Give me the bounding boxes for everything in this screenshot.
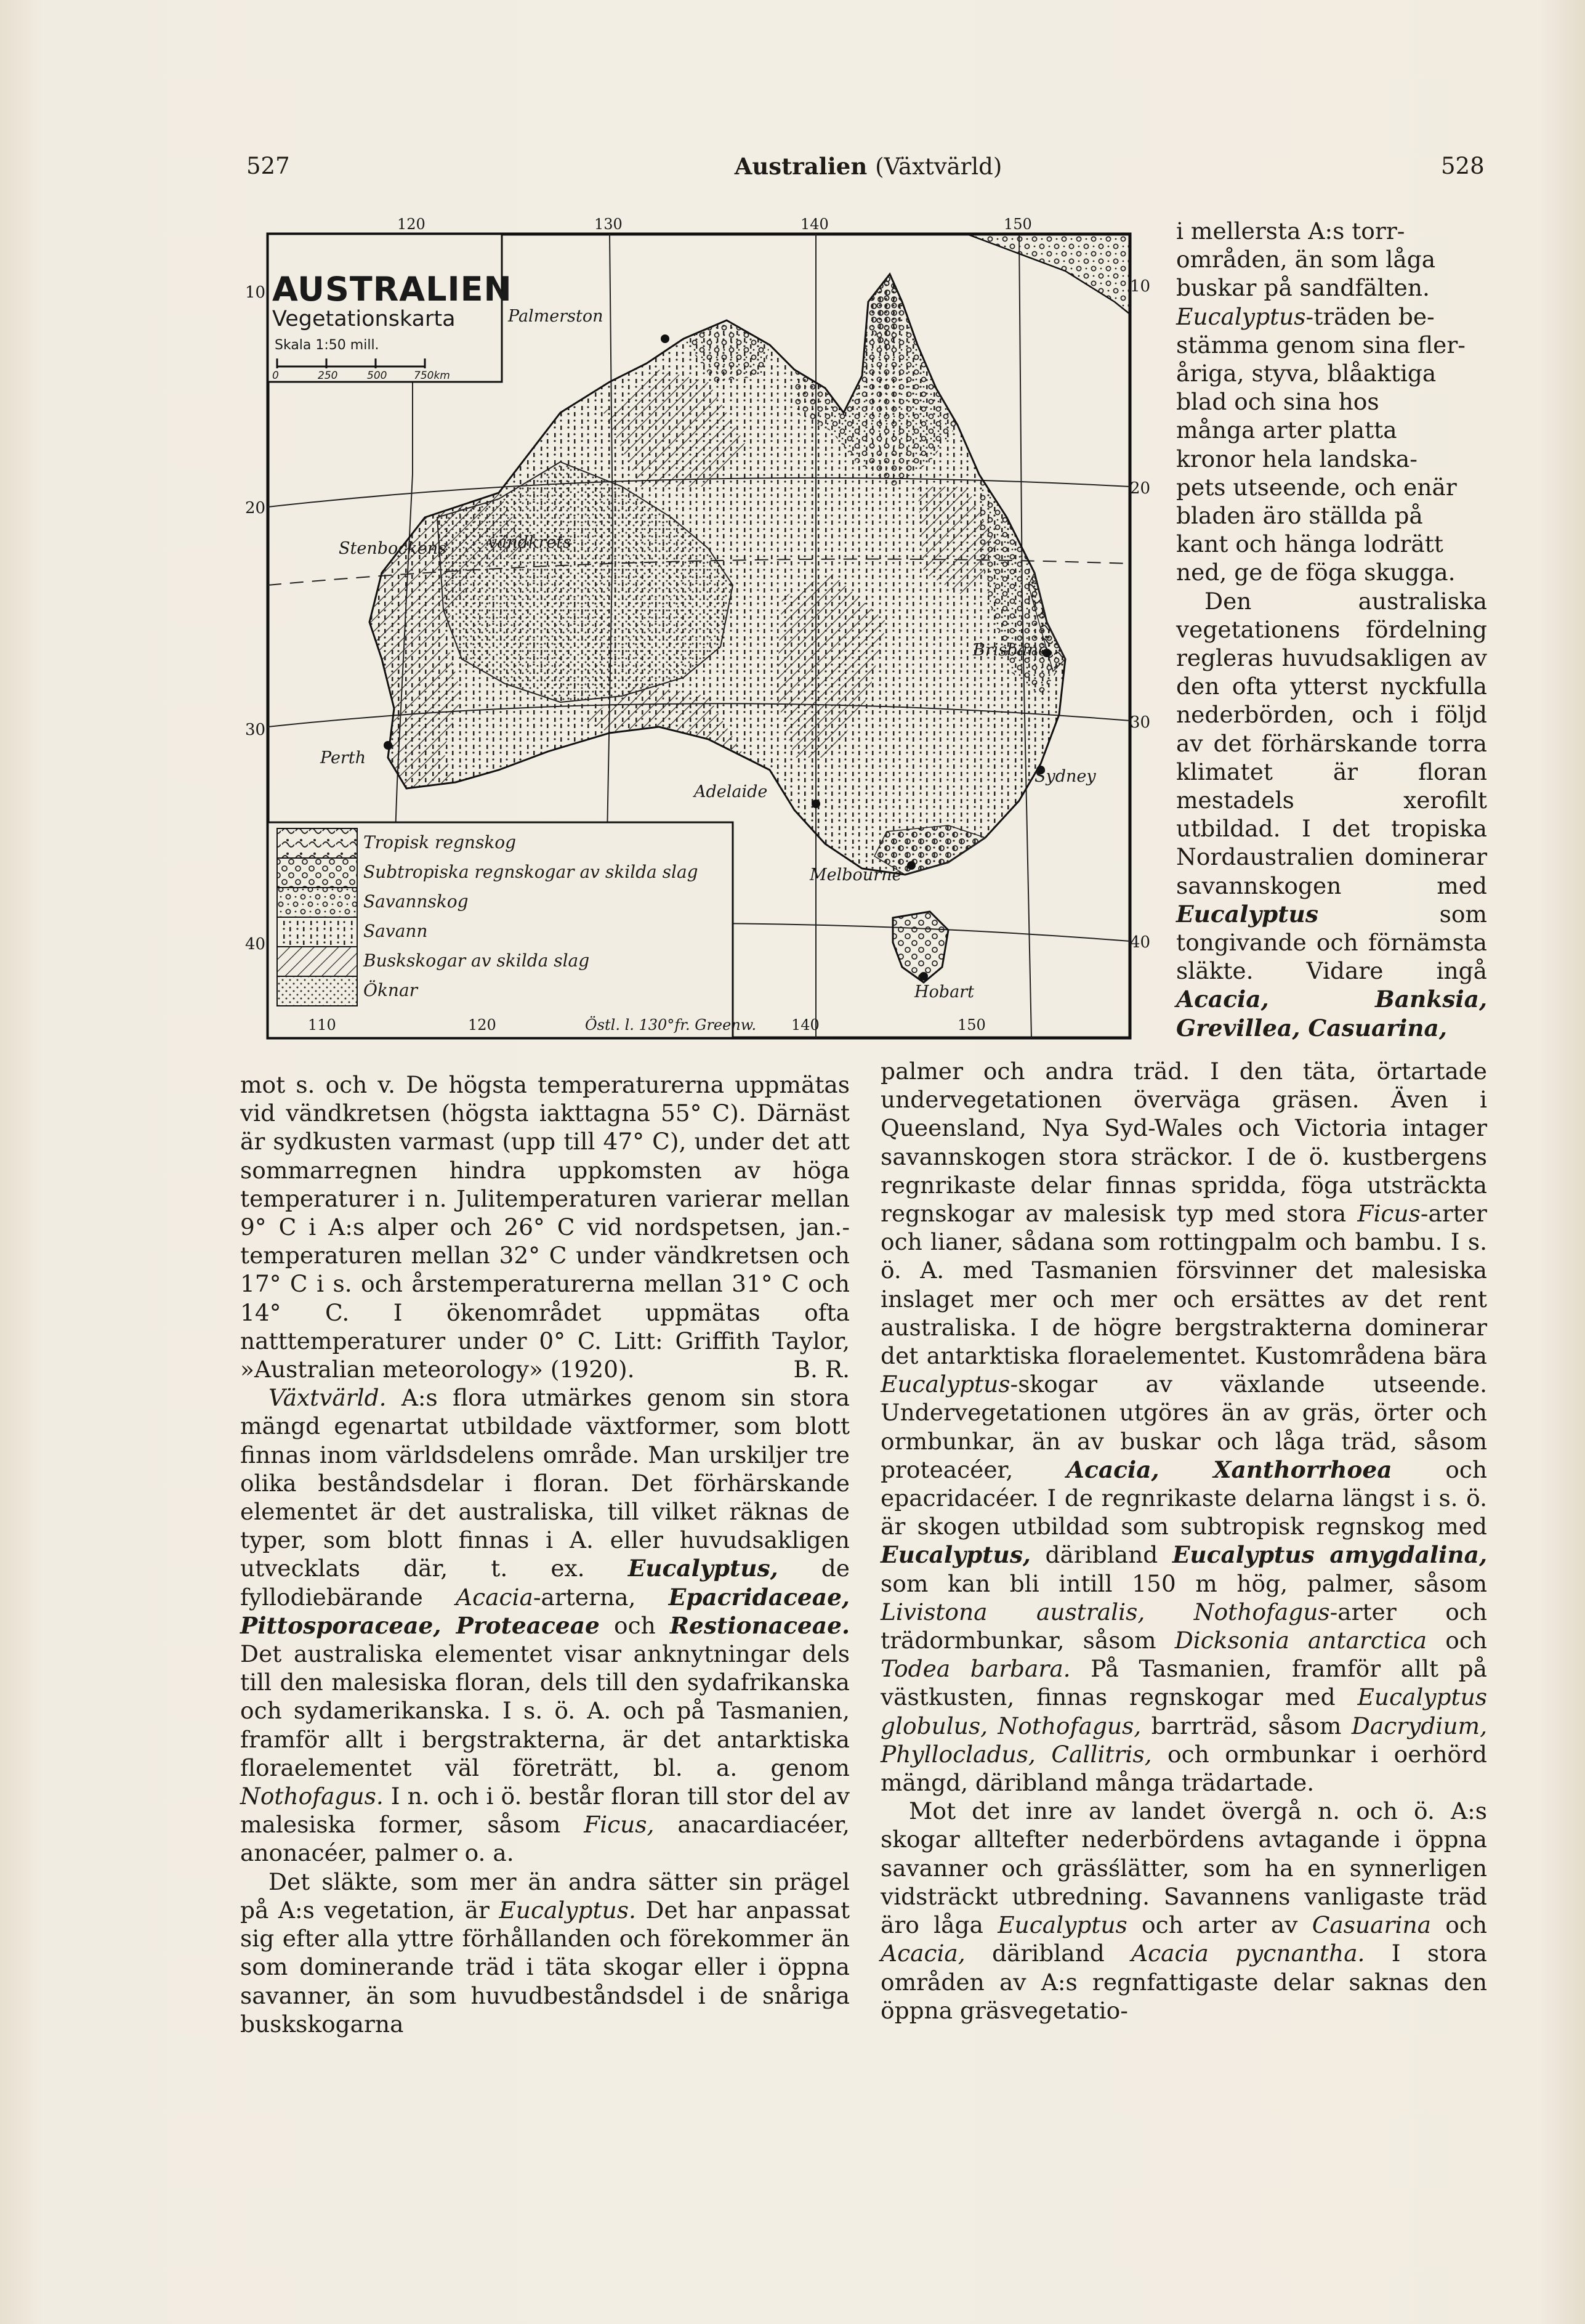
legend-item: Tropisk regnskog [363,832,517,852]
scale-mark: 250 [318,370,338,382]
author-signature: B. R. [793,1356,850,1383]
paragraph: Mot det inre av landet övergå n. och ö. A:s skogar alltefter nederbördens avtagande i öppna savanner och gräsślätter, som ha en synnerligen vidsträckt utbredning. Savannens vanligaste träd äro låga Eucalyptus och arter av Casuarina och Acacia, däribland Acacia pycnantha. I stora områden av A:s regnfattigaste delar saknas den öppna gräsvegetatio- [881,1797,1488,2024]
lat-label-left: 20 [245,499,266,517]
place-melbourne: Melbourne [810,865,902,885]
paragraph: mot s. och v. De högsta temperaturerna uppmätas vid vändkretsen (högsta iakttagna 55° C). Därnäst är sydkusten varmast (upp till 47° C), under det att sommarregnen hindra uppkomsten av höga temperaturer i n. Julitemperaturen varierar mellan 9° C i A:s alper och 26° C vid nordspetsen, jan.-temperaturen mellan 32° C under vändkretsen och 17° C i s. och årstemperaturerna mellan 31° C och 14° C. I ökenområdet uppmätas ofta natttemperaturer under 0° C. Litt: Griffith Taylor, »Australian meteorology» (1920). B. R. [240,1071,850,1383]
lat-label-right: 10 [1130,277,1151,296]
page-number-left: 527 [246,153,290,179]
left-column [240,1071,850,2038]
place-perth: Perth [320,748,366,767]
lon-label-bottom: 110 [308,1016,336,1034]
place-sydney: Sydney [1034,767,1096,786]
paragraph: Växtvärld. A:s flora utmärkes genom sin stora mängd egenartat utbildade växtformer, som blott finnas inom världsdelens område. Man urskiljer tre olika beståndsdelar i floran. Det förhärskande elementet är det australiska, till vilket räknas de typer, som blott finnas i A. eller huvudsakligen utvecklats där, t. ex. Eucalyptus, de fyllodiebärande Acacia-arterna, Epacridaceae, Pittosporaceae, Proteaceae och Restionaceae. Det australiska elementet visar anknytningar dels till den malesiska floran, dels till den sydafrikanska och sydamerikanska. I s. ö. A. och på Tasmanien, framför allt i bergstrakterna, är det antarktiska floraelementet väl företrätt, bl. a. genom Nothofagus. I n. och i ö. består floran till stor del av malesiska former, såsom Ficus, anacardiacéer, anonacéer, palmer o. a. [240,1384,850,1867]
lat-label-right: 30 [1130,713,1151,732]
map-title: AUSTRALIEN [272,270,512,309]
scale-mark: 0 [272,370,279,382]
lat-label-left: 40 [245,935,266,953]
legend-item: Buskskogar av skilda slag [363,950,590,971]
running-title-sub: (Växtvärld) [875,153,1002,180]
lon-label-top: 130 [594,216,623,233]
running-title [708,153,1028,180]
lon-label-bottom: Östl. l. 130°fr. Greenw. [585,1016,757,1034]
lat-label-right: 20 [1130,479,1151,498]
paragraph: i mellersta A:s torr- områden, än som låga buskar på sandfälten. Eucalyptus-träden be- stämma genom sina fler- åriga, styva, blåaktiga blad och sina hos många arter platta kronor hela landska- pets utseende, och enär bladen äro ställda på kant och hänga lodrätt ned, ge de föga skugga. [1176,217,1466,586]
map-scale-label: Skala 1:50 mill. [275,338,379,353]
place-vandkrets: vändkrets [488,533,571,552]
lon-label-top: 120 [397,216,425,233]
lon-label-bottom: 150 [958,1016,986,1034]
lat-label-right: 40 [1130,933,1151,952]
legend-item: Savannskog [363,891,469,912]
page-number-right: 528 [1441,153,1485,179]
paragraph: palmer och andra träd. I den täta, örtartade undervegetationen överväga gräsen. Även i Queensland, Nya Syd-Wales och Victoria intager savannskogen stora sträckor. I de ö. kustbergens regnrikaste delar finnas spridda, föga utsträckta regnskogar av malesisk typ med stora Ficus-arter och lianer, sådana som rottingpalm och bambu. I s. ö. A. med Tasmanien försvinner det malesiska inslaget mer och mer och ersättes av det rent australiska. I de högre bergstrakterna dominerar det antarktiska floraelementet. Kustområdena bära Eucalyptus-skogar av växlande utseende. Undervegetationen utgöres än av gräs, örter och ormbunkar, än av buskar och låga träd, såsom proteacéer, Acacia, Xanthorrhoea och epacridacéer. I de regnrikaste delarna längst i s. ö. är skogen utbildad som subtropisk regnskog med Eucalyptus, däribland Eucalyptus amygdalina, som kan bli intill 150 m hög, palmer, såsom Livistona australis, Nothofagus-arter och trädormbunkar, såsom Dicksonia antarctica och Todea barbara. På Tasmanien, framför allt på västkusten, finnas regnskogar med Eucalyptus globulus, Nothofagus, barrträd, såsom Dacrydium, Phyllocladus, Callitris, och ormbunkar i oerhörd mängd, däribland många trädartade. [881,1058,1488,1797]
legend-item: Öknar [363,980,418,1000]
place-palmerston: Palmerston [508,307,603,326]
place-hobart: Hobart [914,982,974,1002]
scale-mark: 500 [367,370,387,382]
legend-item: Savann [363,921,428,941]
map-subtitle: Vegetationskarta [272,307,456,331]
running-title-main: Australien [734,153,868,180]
lat-label-left: 10 [245,283,266,302]
place-stenbockens: Stenbockens [339,539,446,558]
lon-label-top: 140 [801,216,829,233]
lon-label-bottom: 120 [468,1016,496,1034]
lon-label-top: 150 [1004,216,1032,233]
paragraph: Den australiska vegetationens fördelning regleras huvudsakligen av den ofta ytterst nyckfulla nederbörden, och i följd av det förhärskande torra klimatet är floran mestadels xerofilt utbildad. I det tropiska Nordaustralien dominerar savannskogen med Eucalyptus som tongivande och förnämsta släkte. Vidare ingå Acacia, Banksia, Grevillea, Casuarina, [1176,587,1487,1042]
section-heading: Växtvärld. [268,1384,387,1412]
place-brisbane: Brisbane [973,641,1048,660]
lat-label-left: 30 [245,721,266,739]
place-adelaide: Adelaide [694,782,768,801]
legend-item: Subtropiska regnskogar av skilda slag [363,862,698,882]
vegetation-map [240,216,1151,1044]
scale-mark: 750km [414,370,450,382]
right-column-bottom [881,1057,1487,2025]
right-column-top [1176,217,1487,1042]
lon-label-bottom: 140 [791,1016,820,1034]
paragraph: Det släkte, som mer än andra sätter sin prägel på A:s vegetation, är Eucalyptus. Det har anpassat sig efter alla yttre förhållanden och förekommer än som dominerande träd i täta skogar eller i öppna savanner, än som huvudbeståndsdel i de snåriga buskskogarna [240,1868,850,2038]
